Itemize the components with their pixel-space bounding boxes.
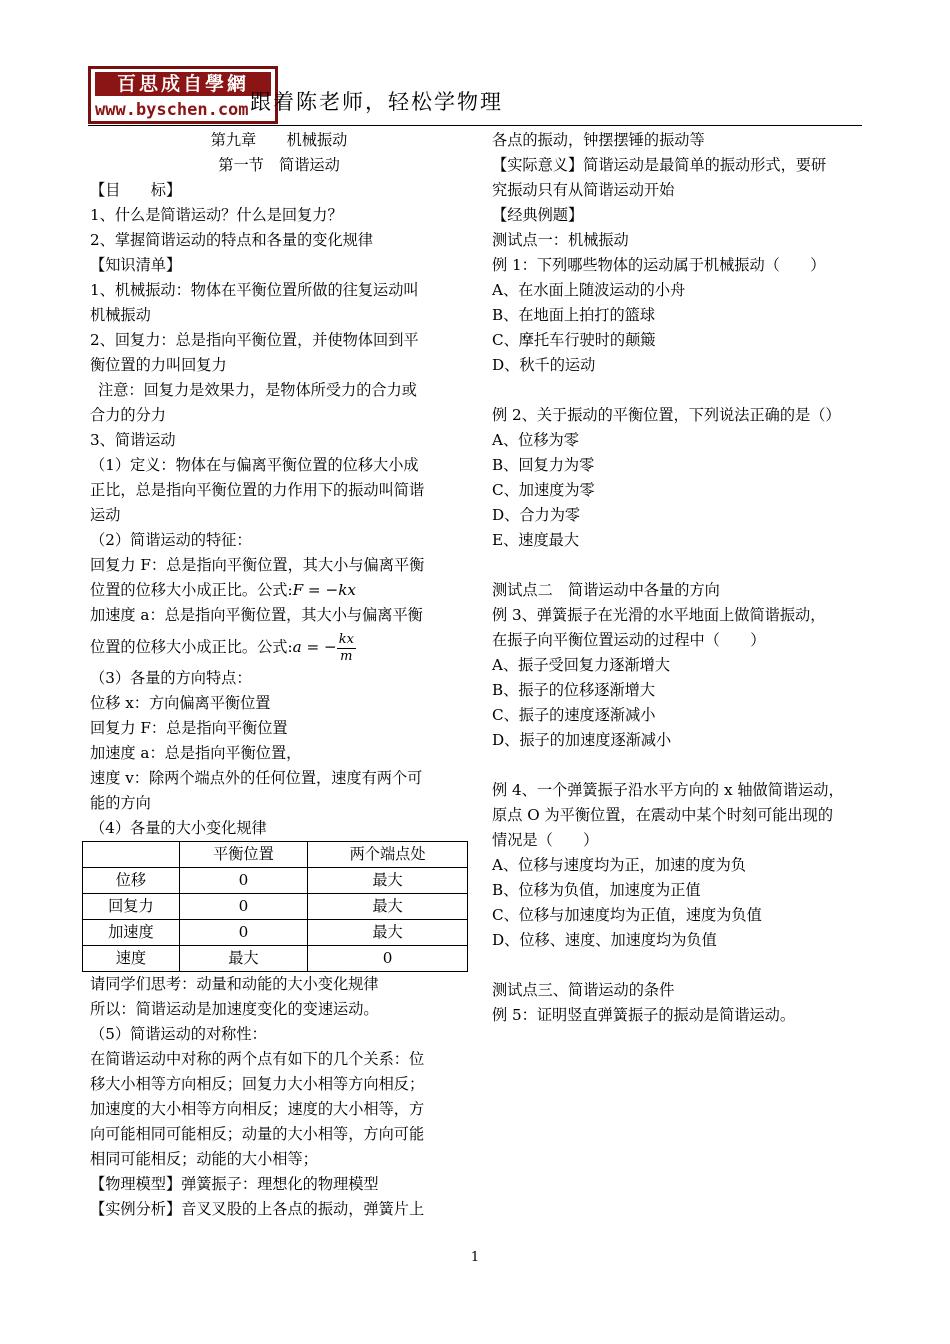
test-point-heading: 测试点一：机械振动 bbox=[492, 231, 629, 249]
test-point-heading: 测试点三、简谐运动的条件 bbox=[492, 981, 675, 999]
accel-fraction bbox=[337, 632, 356, 665]
text-line: 衡位置的力叫回复力 bbox=[90, 356, 227, 374]
option: C、加速度为零 bbox=[492, 481, 595, 499]
page-number: 1 bbox=[470, 1250, 480, 1265]
logo-url: www.byschen.com bbox=[95, 99, 271, 121]
text-line: 3、简谐运动 bbox=[90, 431, 176, 449]
section-title: 第一节 简谐运动 bbox=[218, 156, 340, 174]
table-cell: 回复力 bbox=[83, 894, 180, 920]
logo-title: 百思成自學網 bbox=[95, 72, 271, 96]
table-cell: 位移 bbox=[83, 868, 180, 894]
text-line: 速度 v：除两个端点外的任何位置，速度有两个可 bbox=[90, 769, 423, 787]
text-line: 1、机械振动：物体在平衡位置所做的往复运动叫 bbox=[90, 281, 419, 299]
table-header-row bbox=[83, 842, 468, 868]
text-line: （1）定义：物体在与偏离平衡位置的位移大小成 bbox=[90, 456, 419, 474]
question: 例 3、弹簧振子在光滑的水平地面上做简谐振动， bbox=[492, 606, 826, 624]
text-line: 加速度 a：总是指向平衡位置， bbox=[90, 744, 302, 762]
option: B、回复力为零 bbox=[492, 456, 595, 474]
force-formula: F = −kx bbox=[292, 581, 356, 599]
header-slogan: 跟着陈老师，轻松学物理 bbox=[250, 90, 503, 114]
examples-heading: 【经典例题】 bbox=[492, 206, 584, 224]
option: A、振子受回复力逐渐增大 bbox=[492, 656, 671, 674]
option: E、速度最大 bbox=[492, 531, 580, 549]
text-line: 【实例分析】音叉叉股的上各点的振动，弹簧片上 bbox=[90, 1200, 425, 1218]
option: B、振子的位移逐渐增大 bbox=[492, 681, 656, 699]
option: D、秋千的运动 bbox=[492, 356, 596, 374]
text-line: 所以：简谐运动是加速度变化的变速运动。 bbox=[90, 1000, 379, 1018]
option: B、在地面上拍打的篮球 bbox=[492, 306, 656, 324]
text-line: 能的方向 bbox=[90, 794, 151, 812]
text-line: 各点的振动，钟摆摆锤的振动等 bbox=[492, 131, 705, 149]
spacer bbox=[492, 753, 872, 778]
text-line: 在简谐运动中对称的两个点有如下的几个关系：位 bbox=[90, 1050, 425, 1068]
option: D、合力为零 bbox=[492, 506, 581, 524]
header-divider bbox=[88, 125, 862, 126]
text-line: 运动 bbox=[90, 506, 121, 524]
formula-line bbox=[90, 578, 468, 603]
option: D、振子的加速度逐渐减小 bbox=[492, 731, 672, 749]
goal-line: 2、掌握简谐运动的特点和各量的变化规律 bbox=[90, 231, 374, 249]
note-line: 合力的分力 bbox=[90, 406, 166, 424]
option: D、位移、速度、加速度均为负值 bbox=[492, 931, 717, 949]
formula-line bbox=[90, 628, 468, 666]
text-line: （4）各量的大小变化规律 bbox=[90, 819, 267, 837]
table-cell: 0 bbox=[308, 946, 468, 972]
table-header-cell bbox=[83, 842, 180, 868]
spacer bbox=[492, 953, 872, 978]
table-cell: 加速度 bbox=[83, 920, 180, 946]
option: A、位移为零 bbox=[492, 431, 579, 449]
left-column bbox=[90, 128, 468, 1222]
text-line: 加速度的大小相等方向相反；速度的大小相等，方 bbox=[90, 1100, 425, 1118]
text-line: （2）简谐运动的特征： bbox=[90, 531, 252, 549]
text-line: （5）简谐运动的对称性： bbox=[90, 1025, 267, 1043]
spacer bbox=[492, 378, 872, 403]
table-row bbox=[83, 920, 468, 946]
text-line: 移大小相等方向相反；回复力大小相等方向相反； bbox=[90, 1075, 425, 1093]
note-line: 注意：回复力是效果力，是物体所受力的合力或 bbox=[98, 381, 417, 399]
text-span: 位置的位移大小成正比。公式: bbox=[90, 581, 293, 599]
text-span: 位置的位移大小成正比。公式: bbox=[90, 638, 293, 656]
chapter-title: 第九章 机械振动 bbox=[210, 131, 348, 149]
table-row bbox=[83, 946, 468, 972]
table-cell: 0 bbox=[179, 868, 307, 894]
fraction-denominator: m bbox=[340, 648, 353, 664]
spacer bbox=[492, 553, 872, 578]
table-cell: 0 bbox=[179, 894, 307, 920]
text-line: 【物理模型】弹簧振子：理想化的物理模型 bbox=[90, 1175, 379, 1193]
text-line: 2、回复力：总是指向平衡位置，并使物体回到平 bbox=[90, 331, 419, 349]
option: B、位移为负值，加速度为正值 bbox=[492, 881, 701, 899]
text-line: 正比，总是指向平衡位置的力作用下的振动叫简谐 bbox=[90, 481, 425, 499]
question: 例 1：下列哪些物体的运动属于机械振动（ ） bbox=[492, 256, 826, 274]
question: 情况是（ ） bbox=[492, 831, 599, 849]
text-line: 请同学们思考：动量和动能的大小变化规律 bbox=[90, 975, 379, 993]
table-header-cell: 两个端点处 bbox=[308, 842, 468, 868]
option: A、位移与速度均为正，加速的度为负 bbox=[492, 856, 746, 874]
table-cell: 最大 bbox=[179, 946, 307, 972]
option: A、在水面上随波运动的小舟 bbox=[492, 281, 686, 299]
question: 例 2、关于振动的平衡位置，下列说法正确的是（） bbox=[492, 406, 841, 424]
text-line: 相同可能相反；动能的大小相等； bbox=[90, 1150, 318, 1168]
accel-formula-lhs: a = − bbox=[292, 638, 337, 656]
question: 在振子向平衡位置运动的过程中（ ） bbox=[492, 631, 766, 649]
table-cell: 速度 bbox=[83, 946, 180, 972]
text-line: 向可能相同可能相反；动量的大小相等，方向可能 bbox=[90, 1125, 425, 1143]
table-row bbox=[83, 894, 468, 920]
quantity-table bbox=[82, 841, 468, 972]
fraction-numerator: kx bbox=[338, 631, 354, 647]
question: 例 4、一个弹簧振子沿水平方向的 x 轴做简谐运动， bbox=[492, 781, 844, 799]
goal-line: 1、什么是简谐运动？什么是回复力？ bbox=[90, 206, 343, 224]
test-point-heading: 测试点二 简谐运动中各量的方向 bbox=[492, 581, 720, 599]
goals-heading: 【目 标】 bbox=[90, 181, 182, 199]
text-line: 加速度 a：总是指向平衡位置，其大小与偏离平衡 bbox=[90, 606, 423, 624]
table-row bbox=[83, 868, 468, 894]
right-column bbox=[492, 128, 872, 1028]
option: C、摩托车行驶时的颠簸 bbox=[492, 331, 656, 349]
knowledge-heading: 【知识清单】 bbox=[90, 256, 182, 274]
table-cell: 最大 bbox=[308, 920, 468, 946]
table-cell: 最大 bbox=[308, 868, 468, 894]
option: C、振子的速度逐渐减小 bbox=[492, 706, 656, 724]
table-cell: 0 bbox=[179, 920, 307, 946]
text-line: 回复力 F：总是指向平衡位置 bbox=[90, 719, 288, 737]
question: 例 5：证明竖直弹簧振子的振动是简谐运动。 bbox=[492, 1006, 796, 1024]
text-line: 【实际意义】简谐运动是最简单的振动形式，要研 bbox=[492, 156, 827, 174]
text-line: 机械振动 bbox=[90, 306, 151, 324]
text-line: 回复力 F：总是指向平衡位置，其大小与偏离平衡 bbox=[90, 556, 425, 574]
question: 原点 O 为平衡位置，在震动中某个时刻可能出现的 bbox=[492, 806, 834, 824]
table-cell: 最大 bbox=[308, 894, 468, 920]
option: C、位移与加速度均为正值，速度为负值 bbox=[492, 906, 762, 924]
table-header-cell: 平衡位置 bbox=[179, 842, 307, 868]
text-line: 究振动只有从简谐运动开始 bbox=[492, 181, 675, 199]
text-line: 位移 x：方向偏离平衡位置 bbox=[90, 694, 271, 712]
text-line: （3）各量的方向特点： bbox=[90, 669, 252, 687]
